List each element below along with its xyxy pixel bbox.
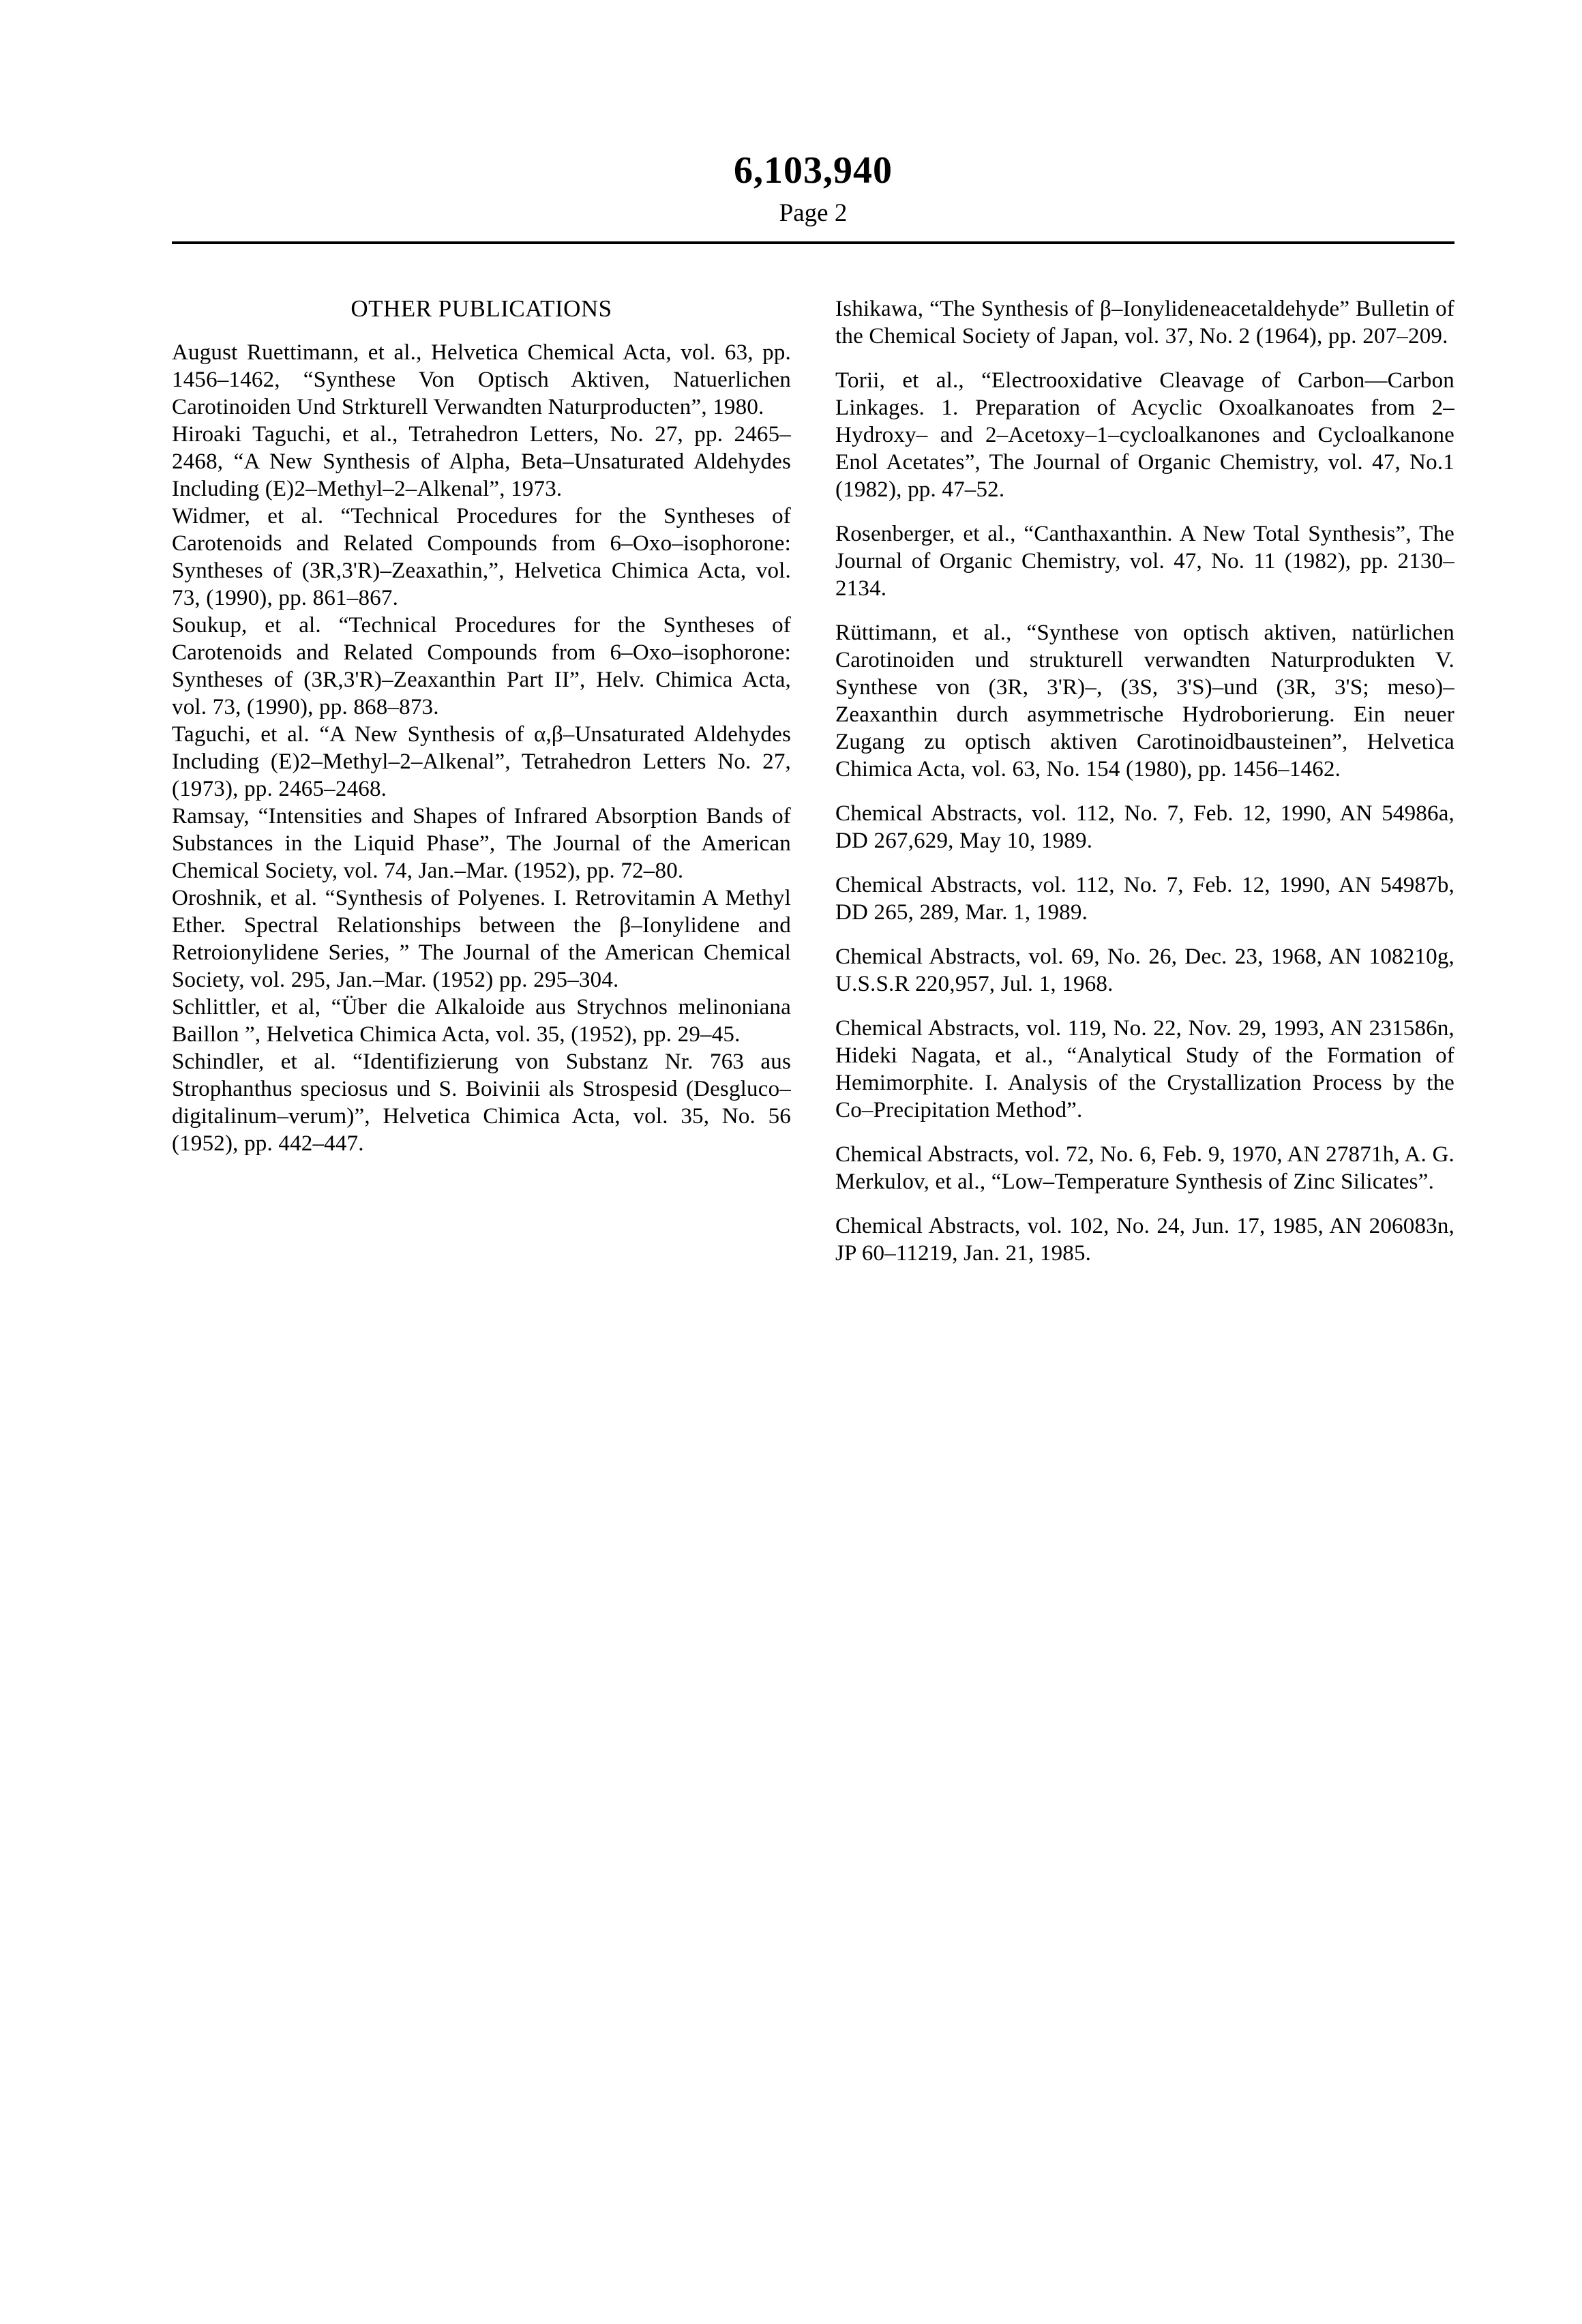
- citation-entry: August Ruettimann, et al., Helvetica Chemical Acta, vol. 63, pp. 1456–1462, “Synthese Von Optisch Aktiven, Natuerlichen Carotinoiden Und Strkturell Verwandten Naturproducten”, 1980.: [172, 340, 791, 419]
- left-column: [172, 295, 791, 1157]
- citation-entry: Chemical Abstracts, vol. 72, No. 6, Feb. 9, 1970, AN 27871h, A. G. Merkulov, et al., “Low–Temperature Synthesis of Zinc Silicates”.: [835, 1142, 1454, 1194]
- citation-entry: Widmer, et al. “Technical Procedures for the Syntheses of Carotenoids and Related Compounds from 6–Oxo–isophorone: Syntheses of (3R,3'R)–Zeaxathin,”, Helvetica Chimica Acta, vol. 73, (1990), pp. 861–867.: [172, 504, 791, 610]
- citation-entry: Chemical Abstracts, vol. 69, No. 26, Dec. 23, 1968, AN 108210g, U.S.S.R 220,957, Jul. 1, 1968.: [835, 944, 1454, 996]
- citation-entry: Chemical Abstracts, vol. 112, No. 7, Feb. 12, 1990, AN 54986a, DD 267,629, May 10, 1989.: [835, 801, 1454, 853]
- citation-entry: Ramsay, “Intensities and Shapes of Infrared Absorption Bands of Substances in the Liquid Phase”, The Journal of the American Chemical Society, vol. 74, Jan.–Mar. (1952), pp. 72–80.: [172, 804, 791, 883]
- citation-entry: Chemical Abstracts, vol. 112, No. 7, Feb. 12, 1990, AN 54987b, DD 265, 289, Mar. 1, 1989.: [835, 873, 1454, 925]
- citation-entry: Rüttimann, et al., “Synthese von optisch aktiven, natürlichen Carotinoiden und strukturell verwandten Naturprodukten V. Synthese von (3R, 3'R)–, (3S, 3'S)–und (3R, 3'S; meso)–Zeaxanthin durch asymmetrische Hydroborierung. Ein neuer Zugang zu optisch aktiven Carotinoidbausteinen”, Helvetica Chimica Acta, vol. 63, No. 154 (1980), pp. 1456–1462.: [835, 621, 1454, 781]
- citation-entry: Chemical Abstracts, vol. 119, No. 22, Nov. 29, 1993, AN 231586n, Hideki Nagata, et al., “Analytical Study of the Formation of Hemimorphite. I. Analysis of the Crystallization Process by the Co–Precipitation Method”.: [835, 1016, 1454, 1122]
- citation-entry: Ishikawa, “The Synthesis of β–Ionylideneacetaldehyde” Bulletin of the Chemical Society of Japan, vol. 37, No. 2 (1964), pp. 207–209.: [835, 297, 1454, 348]
- citation-entry: Hiroaki Taguchi, et al., Tetrahedron Letters, No. 27, pp. 2465–2468, “A New Synthesis of Alpha, Beta–Unsaturated Aldehydes Including (E)2–Methyl–2–Alkenal”, 1973.: [172, 422, 791, 501]
- page-header: [172, 151, 1454, 226]
- citation-entry: Schindler, et al. “Identifizierung von Substanz Nr. 763 aus Strophanthus speciosus und S. Boivinii als Strospesid (Desgluco–digitalinum–verum)”, Helvetica Chimica Acta, vol. 35, No. 56 (1952), pp. 442–447.: [172, 1049, 791, 1156]
- citation-entry: Chemical Abstracts, vol. 102, No. 24, Jun. 17, 1985, AN 206083n, JP 60–11219, Jan. 21, 1985.: [835, 1214, 1454, 1266]
- citation-entry: Soukup, et al. “Technical Procedures for the Syntheses of Carotenoids and Related Compounds from 6–Oxo–isophorone: Syntheses of (3R,3'R)–Zeaxanthin Part II”, Helv. Chimica Acta, vol. 73, (1990), pp. 868–873.: [172, 613, 791, 719]
- right-column: [835, 295, 1454, 1284]
- citation-entry: Torii, et al., “Electrooxidative Cleavage of Carbon—Carbon Linkages. 1. Preparation of Acyclic Oxoalkanoates from 2–Hydroxy– and 2–Acetoxy–1–cycloalkanones and Cycloalkanone Enol Acetates”, The Journal of Organic Chemistry, vol. 47, No.1 (1982), pp. 47–52.: [835, 368, 1454, 502]
- header-divider-rule: [172, 241, 1454, 244]
- page-number-label: Page 2: [779, 199, 848, 227]
- patent-number: 6,103,940: [734, 149, 893, 192]
- citation-entry: Rosenberger, et al., “Canthaxanthin. A New Total Synthesis”, The Journal of Organic Chemistry, vol. 47, No. 11 (1982), pp. 2130–2134.: [835, 522, 1454, 601]
- citation-entry: Taguchi, et al. “A New Synthesis of α,β–Unsaturated Aldehydes Including (E)2–Methyl–2–Alkenal”, Tetrahedron Letters No. 27, (1973), pp. 2465–2468.: [172, 722, 791, 801]
- other-publications-heading: OTHER PUBLICATIONS: [350, 295, 612, 322]
- citation-entry: Oroshnik, et al. “Synthesis of Polyenes. I. Retrovitamin A Methyl Ether. Spectral Relationships between the β–Ionylidene and Retroionylidene Series, ” The Journal of the American Chemical Society, vol. 295, Jan.–Mar. (1952) pp. 295–304.: [172, 886, 791, 992]
- citation-entry: Schlittler, et al, “Über die Alkaloide aus Strychnos melinoniana Baillon ”, Helvetica Chimica Acta, vol. 35, (1952), pp. 29–45.: [172, 995, 791, 1047]
